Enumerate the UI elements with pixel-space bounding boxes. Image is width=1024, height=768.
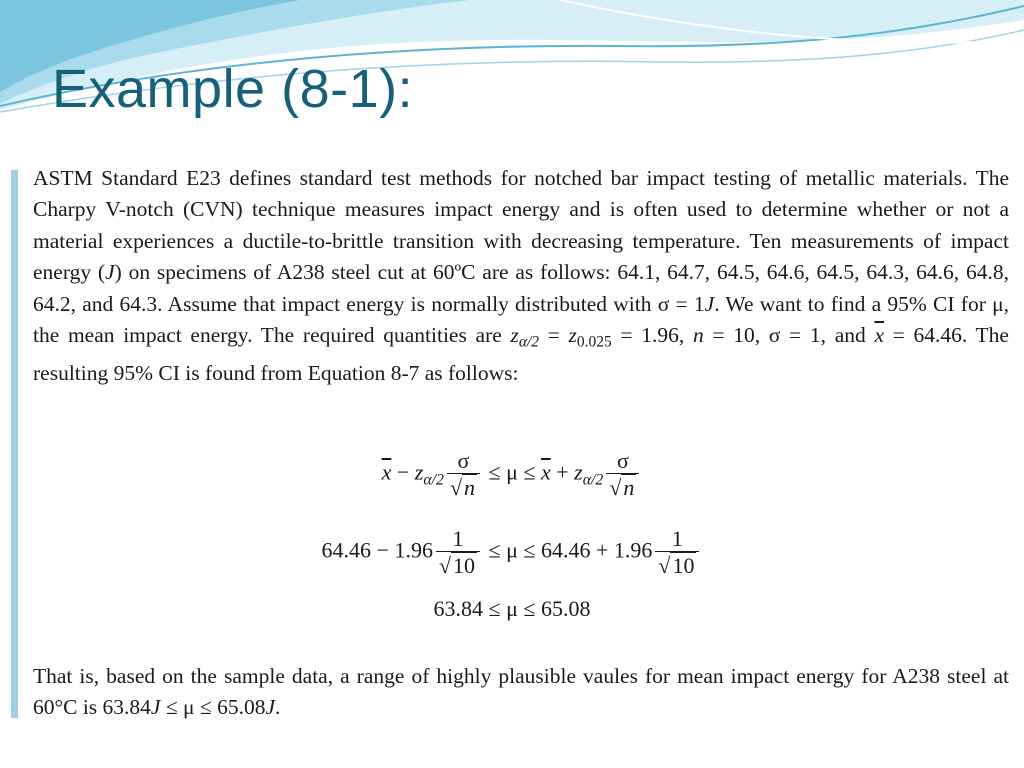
symbol-j: J <box>150 695 161 720</box>
numerator: σ <box>616 448 629 473</box>
symbol-z: z <box>510 323 519 348</box>
text-span: = 10, σ = 1, and <box>703 323 875 348</box>
problem-paragraph <box>33 163 1009 389</box>
text-span: . <box>275 695 281 720</box>
symbol-xbar: $\overline{x}$ <box>540 459 551 485</box>
symbol-n: n <box>692 323 704 348</box>
text-span: ASTM Standard E23 defines standard test methods for notched bar impact testing of metallic materials. The Charpy V-notch (CVN) technique measures impact energy and is often used to determine whether or not a material experiences a ductile-to-brittle transition with decreasing temperature. Ten measurements of impact energy ( <box>33 166 1009 285</box>
text-span: That is, based on the sample data, a range of highly plausible vaules for mean impact energy for A238 steel at 60°C is 63.84 <box>33 664 1009 720</box>
symbol-z: z <box>574 459 583 485</box>
denominator <box>606 473 639 500</box>
text-span: = 64.46. The resulting 95% CI is found from Equation 8-7 as follows: <box>33 323 1009 386</box>
fraction <box>655 527 699 578</box>
operator: + <box>550 459 575 485</box>
text-span: ≤ μ ≤ 65.08 <box>160 695 266 720</box>
inequality: ≤ μ ≤ <box>483 459 541 485</box>
radicand: 10 <box>672 553 695 579</box>
sqrt-sign: √ <box>449 475 463 501</box>
equation-general <box>0 449 1024 500</box>
symbol-xbar: $\overline{x}$ <box>381 459 392 485</box>
denominator <box>447 473 480 500</box>
text-span: ) on specimens of A238 steel cut at 60ºC are as follows: 64.1, 64.7, 64.5, 64.6, 64.5, 64.3, 64.6, 64.8, 64.2, and 64.3. Assume that impact energy is normally distributed with σ = 1 <box>33 260 1009 316</box>
inequality: ≤ μ ≤ 64.46 + 1.96 <box>483 537 653 563</box>
slide-title: Example (8-1): <box>52 59 414 119</box>
text-span: . We want to find a 95% CI for μ, the mean impact energy. The required quantities are <box>33 291 1009 348</box>
expression: 64.46 − 1.96 <box>321 537 433 563</box>
subscript: α/2 <box>423 471 444 489</box>
denominator <box>436 551 480 578</box>
symbol-xbar: $\overline{x}$ <box>874 323 884 348</box>
denominator <box>655 551 699 578</box>
equation-substituted <box>0 527 1024 578</box>
text-span: = 1.96, <box>611 323 693 348</box>
fraction <box>447 449 480 500</box>
equation-result: 63.84 ≤ μ ≤ 65.08 <box>433 596 591 621</box>
subscript: 0.025 <box>576 333 612 351</box>
fraction <box>606 449 639 500</box>
accent-bar <box>11 170 18 718</box>
numerator: 1 <box>671 526 683 551</box>
symbol-j: J <box>704 291 715 316</box>
sqrt-sign: √ <box>438 553 452 579</box>
radicand: n <box>623 475 635 501</box>
operator: − <box>391 459 415 485</box>
symbol-z: z <box>414 459 424 485</box>
text-span: = <box>539 323 569 348</box>
numerator: 1 <box>452 526 464 551</box>
subscript: α/2 <box>582 471 604 489</box>
radicand: 10 <box>453 553 476 579</box>
conclusion-paragraph <box>33 661 1009 724</box>
radicand: n <box>464 475 476 501</box>
subscript: α/2 <box>518 333 540 351</box>
fraction <box>436 527 480 578</box>
numerator: σ <box>457 448 470 473</box>
symbol-j: J <box>265 695 276 720</box>
symbol-z: z <box>568 323 577 348</box>
sqrt-sign: √ <box>609 475 622 501</box>
sqrt-sign: √ <box>658 553 671 579</box>
symbol-j: J <box>105 260 115 285</box>
